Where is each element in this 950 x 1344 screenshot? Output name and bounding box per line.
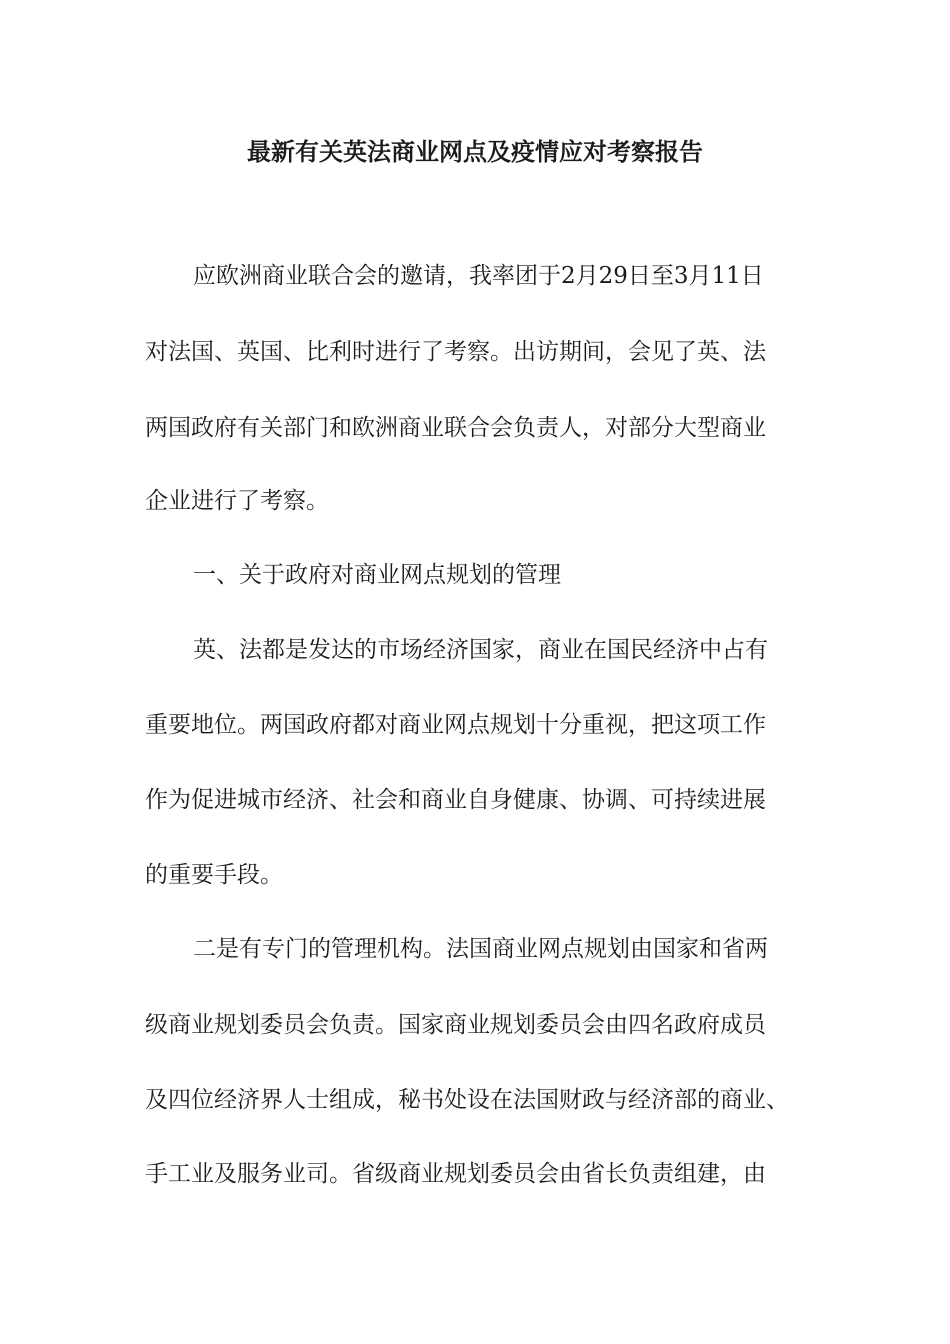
paragraph-line: 企业进行了考察。: [145, 488, 329, 514]
paragraph-line: 级商业规划委员会负责。国家商业规划委员会由四名政府成员: [145, 1012, 766, 1038]
paragraph-line: 手工业及服务业司。省级商业规划委员会由省长负责组建，由: [145, 1161, 766, 1187]
paragraph-line: 英、法都是发达的市场经济国家，商业在国民经济中占有: [193, 637, 768, 663]
document-title: 最新有关英法商业网点及疫情应对考察报告: [247, 137, 703, 166]
paragraph-line: 二是有专门的管理机构。法国商业网点规划由国家和省两: [193, 936, 768, 962]
paragraph-line: 重要地位。两国政府都对商业网点规划十分重视，把这项工作: [145, 712, 766, 738]
paragraph-line: 两国政府有关部门和欧洲商业联合会负责人，对部分大型商业: [145, 415, 766, 441]
paragraph-line: 及四位经济界人士组成，秘书处设在法国财政与经济部的商业、: [145, 1087, 789, 1113]
section-heading: 一、关于政府对商业网点规划的管理: [193, 562, 561, 588]
paragraph-line: 作为促进城市经济、社会和商业自身健康、协调、可持续进展: [145, 787, 766, 813]
paragraph-line: 的重要手段。: [145, 862, 283, 888]
paragraph-line: 应欧洲商业联合会的邀请，我率团于2月29日至3月11日: [193, 263, 764, 289]
paragraph-line: 对法国、英国、比利时进行了考察。出访期间，会见了英、法: [145, 339, 766, 365]
